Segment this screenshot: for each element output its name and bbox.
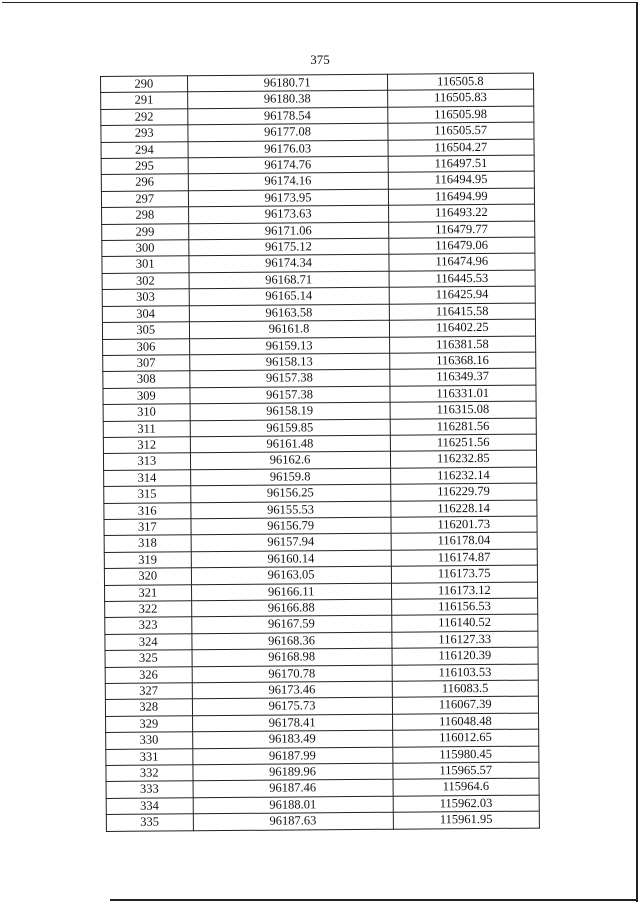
x-coordinate-cell: 96162.6 [190,452,390,470]
y-coordinate-cell: 116479.06 [388,237,535,255]
point-number-cell: 332 [106,765,193,782]
point-number-cell: 298 [102,207,189,224]
y-coordinate-cell: 116402.25 [389,319,536,337]
x-coordinate-cell: 96175.12 [188,238,388,256]
y-coordinate-cell: 115965.57 [392,762,539,780]
y-coordinate-cell: 116415.58 [389,303,536,321]
y-coordinate-cell: 116494.99 [388,188,535,206]
x-coordinate-cell: 96173.46 [192,681,392,699]
point-number-cell: 291 [101,92,188,109]
y-coordinate-cell: 116048.48 [392,713,539,731]
x-coordinate-cell: 96187.99 [192,747,392,765]
point-number-cell: 307 [103,355,190,372]
y-coordinate-cell: 116103.53 [392,664,539,682]
point-number-cell: 326 [105,666,192,683]
point-number-cell: 324 [105,634,192,651]
x-coordinate-cell: 96163.58 [189,304,389,322]
point-number-cell: 296 [101,174,188,191]
y-coordinate-cell: 116228.14 [390,500,537,518]
x-coordinate-cell: 96189.96 [192,763,392,781]
y-coordinate-cell: 116494.95 [388,172,535,190]
x-coordinate-cell: 96166.11 [191,583,391,601]
x-coordinate-cell: 96165.14 [189,288,389,306]
point-number-cell: 323 [105,617,192,634]
point-number-cell: 295 [101,158,188,175]
x-coordinate-cell: 96188.01 [193,796,393,814]
point-number-cell: 316 [104,502,191,519]
y-coordinate-cell: 116505.98 [387,106,534,124]
x-coordinate-cell: 96183.49 [192,730,392,748]
page-border-right [636,2,638,902]
point-number-cell: 306 [103,338,190,355]
x-coordinate-cell: 96157.38 [189,370,389,388]
y-coordinate-cell: 116368.16 [389,352,536,370]
point-number-cell: 319 [104,552,191,569]
y-coordinate-cell: 116505.57 [387,122,534,140]
x-coordinate-cell: 96175.73 [192,698,392,716]
y-coordinate-cell: 116315.08 [390,401,537,419]
x-coordinate-cell: 96159.85 [190,419,390,437]
y-coordinate-cell: 115962.03 [393,795,540,813]
x-coordinate-cell: 96167.59 [191,616,391,634]
y-coordinate-cell: 115964.6 [393,779,540,797]
x-coordinate-cell: 96170.78 [192,665,392,683]
y-coordinate-cell: 116229.79 [390,483,537,501]
point-number-cell: 310 [103,404,190,421]
y-coordinate-cell: 116156.53 [391,598,538,616]
y-coordinate-cell: 116201.73 [391,516,538,534]
y-coordinate-cell: 116505.83 [387,90,534,108]
y-coordinate-cell: 116281.56 [390,418,537,436]
x-coordinate-cell: 96168.36 [191,632,391,650]
y-coordinate-cell: 116425.94 [389,286,536,304]
x-coordinate-cell: 96178.54 [187,107,387,125]
y-coordinate-cell: 116251.56 [390,434,537,452]
point-number-cell: 334 [106,798,193,815]
x-coordinate-cell: 96171.06 [188,222,388,240]
x-coordinate-cell: 96155.53 [190,501,390,519]
point-number-cell: 322 [105,601,192,618]
coordinate-table-wrapper [100,73,540,832]
x-coordinate-cell: 96180.71 [187,74,387,92]
point-number-cell: 321 [104,584,191,601]
y-coordinate-cell: 116232.14 [390,467,537,485]
x-coordinate-cell: 96156.79 [191,517,391,535]
point-number-cell: 304 [102,305,189,322]
point-number-cell: 308 [103,371,190,388]
point-number-cell: 302 [102,273,189,290]
x-coordinate-cell: 96180.38 [187,91,387,109]
x-coordinate-cell: 96168.71 [189,271,389,289]
x-coordinate-cell: 96161.8 [189,320,389,338]
x-coordinate-cell: 96173.95 [188,189,388,207]
page-border-bottom [110,899,636,901]
y-coordinate-cell: 115961.95 [393,811,540,829]
x-coordinate-cell: 96177.08 [187,123,387,141]
point-number-cell: 325 [105,650,192,667]
point-number-cell: 313 [103,453,190,470]
x-coordinate-cell: 96187.63 [193,813,393,831]
y-coordinate-cell: 116504.27 [388,139,535,157]
y-coordinate-cell: 116493.22 [388,204,535,222]
y-coordinate-cell: 116349.37 [389,368,536,386]
x-coordinate-cell: 96163.05 [191,566,391,584]
point-number-cell: 320 [104,568,191,585]
x-coordinate-cell: 96166.88 [191,599,391,617]
point-number-cell: 330 [106,732,193,749]
y-coordinate-cell: 116479.77 [388,221,535,239]
point-number-cell: 301 [102,256,189,273]
x-coordinate-cell: 96159.8 [190,468,390,486]
point-number-cell: 318 [104,535,191,552]
x-coordinate-cell: 96187.46 [193,780,393,798]
point-number-cell: 293 [101,125,188,142]
point-number-cell: 331 [106,748,193,765]
point-number-cell: 333 [106,781,193,798]
x-coordinate-cell: 96158.19 [190,402,390,420]
y-coordinate-cell: 115980.45 [392,746,539,764]
point-number-cell: 290 [101,76,188,93]
point-number-cell: 335 [106,814,193,831]
page-border-top [2,2,636,3]
point-number-cell: 317 [104,519,191,536]
point-number-cell: 327 [105,683,192,700]
x-coordinate-cell: 96158.13 [189,353,389,371]
y-coordinate-cell: 116067.39 [392,697,539,715]
x-coordinate-cell: 96174.16 [188,173,388,191]
x-coordinate-cell: 96161.48 [190,435,390,453]
y-coordinate-cell: 116012.65 [392,729,539,747]
point-number-cell: 305 [102,322,189,339]
point-number-cell: 328 [105,699,192,716]
y-coordinate-cell: 116331.01 [390,385,537,403]
point-number-cell: 315 [104,486,191,503]
x-coordinate-cell: 96176.03 [188,140,388,158]
point-number-cell: 329 [106,716,193,733]
y-coordinate-cell: 116381.58 [389,336,536,354]
point-number-cell: 314 [104,470,191,487]
point-number-cell: 312 [103,437,190,454]
y-coordinate-cell: 116178.04 [391,532,538,550]
x-coordinate-cell: 96174.76 [188,156,388,174]
y-coordinate-cell: 116127.33 [391,631,538,649]
y-coordinate-cell: 116505.8 [387,73,534,91]
coordinate-table [100,73,540,832]
x-coordinate-cell: 96174.34 [188,255,388,273]
y-coordinate-cell: 116174.87 [391,549,538,567]
table-row [106,811,539,831]
y-coordinate-cell: 116173.75 [391,565,538,583]
y-coordinate-cell: 116497.51 [388,155,535,173]
y-coordinate-cell: 116140.52 [391,614,538,632]
y-coordinate-cell: 116445.53 [389,270,536,288]
point-number-cell: 299 [102,223,189,240]
y-coordinate-cell: 116083.5 [392,680,539,698]
page-number: 375 [310,52,330,67]
y-coordinate-cell: 116173.12 [391,582,538,600]
x-coordinate-cell: 96168.98 [192,648,392,666]
x-coordinate-cell: 96160.14 [191,550,391,568]
point-number-cell: 303 [102,289,189,306]
x-coordinate-cell: 96157.94 [191,534,391,552]
point-number-cell: 309 [103,388,190,405]
y-coordinate-cell: 116232.85 [390,450,537,468]
x-coordinate-cell: 96173.63 [188,205,388,223]
point-number-cell: 311 [103,420,190,437]
coordinate-table-body [101,73,540,831]
x-coordinate-cell: 96156.25 [190,484,390,502]
point-number-cell: 292 [101,109,188,126]
point-number-cell: 300 [102,240,189,257]
x-coordinate-cell: 96159.13 [189,337,389,355]
point-number-cell: 294 [101,141,188,158]
point-number-cell: 297 [101,191,188,208]
y-coordinate-cell: 116474.96 [388,254,535,272]
x-coordinate-cell: 96157.38 [190,386,390,404]
x-coordinate-cell: 96178.41 [192,714,392,732]
y-coordinate-cell: 116120.39 [392,647,539,665]
